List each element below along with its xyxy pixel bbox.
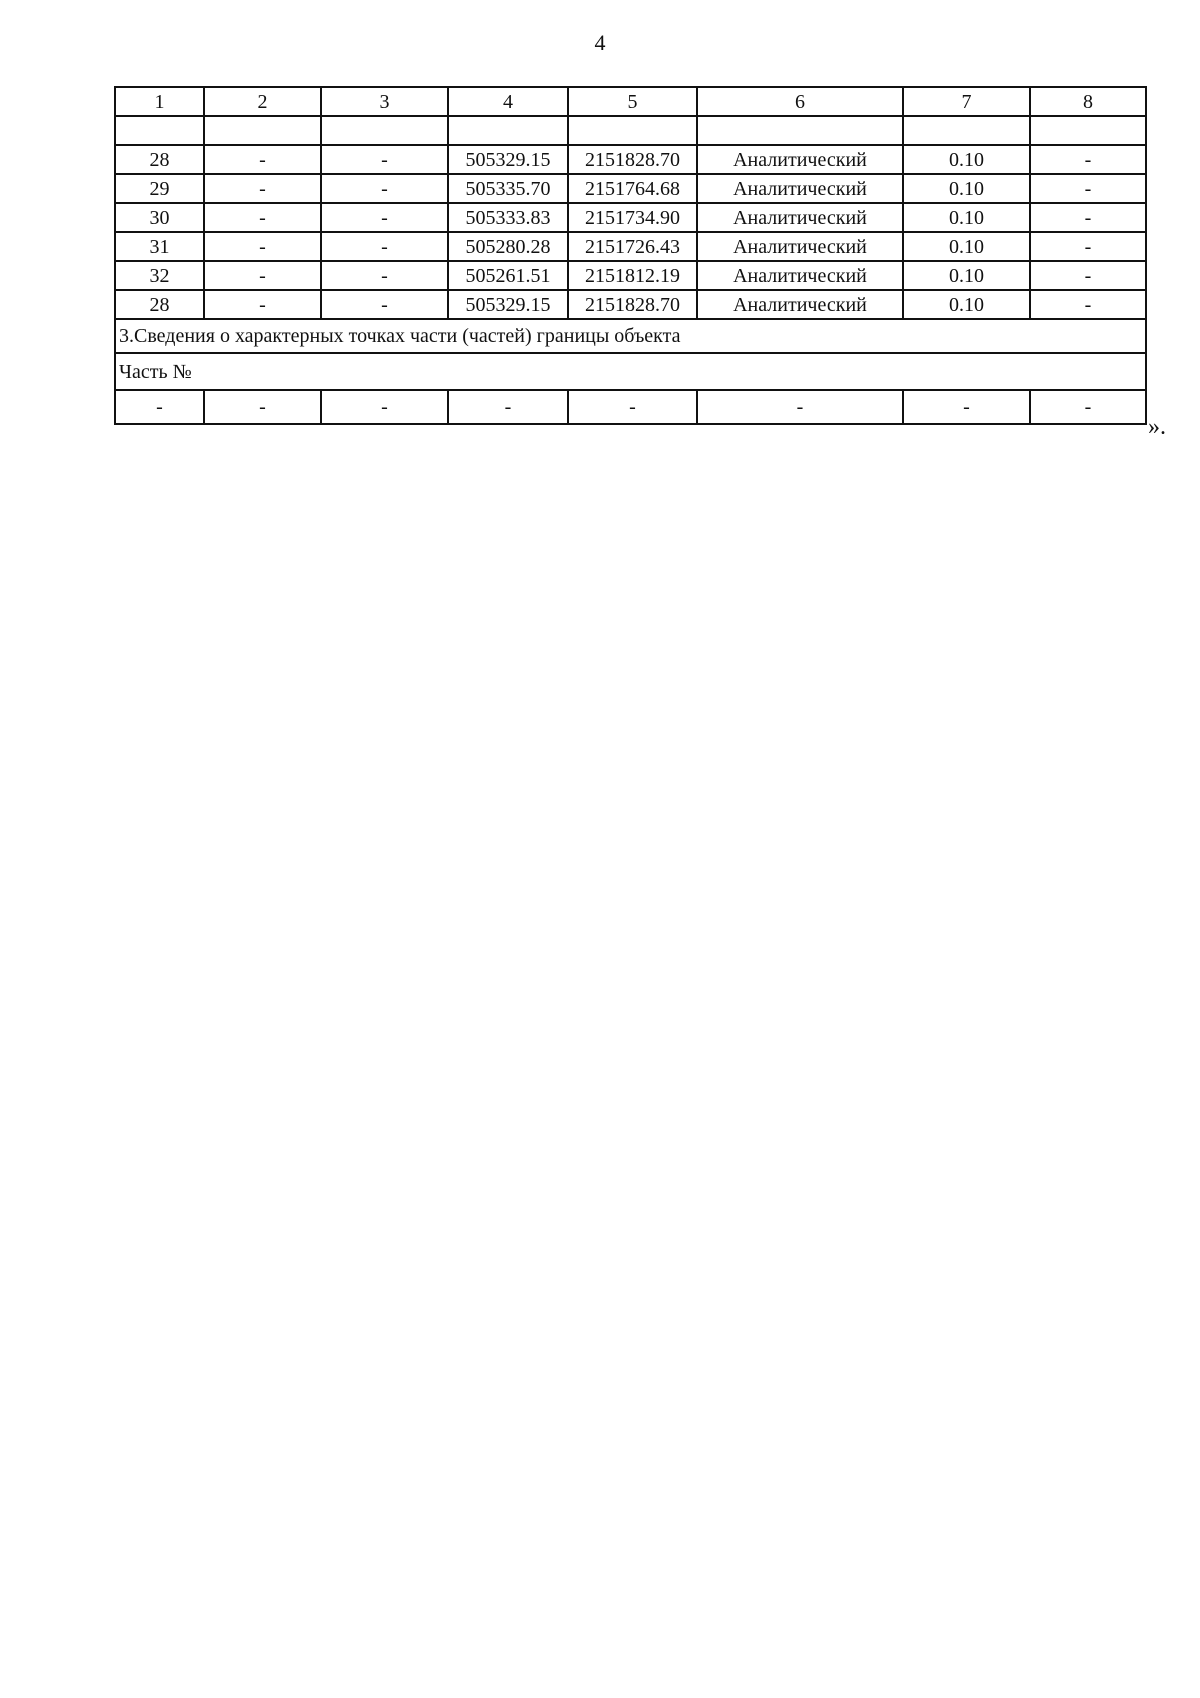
table-cell: 2151828.70	[568, 145, 697, 174]
table-cell: 2151828.70	[568, 290, 697, 319]
blank-row	[115, 116, 1146, 145]
table-cell: -	[204, 232, 321, 261]
part-label-row	[115, 353, 1146, 390]
table-row	[115, 390, 1146, 424]
section-heading: 3.Сведения о характерных точках части (частей) границы объекта	[115, 319, 1146, 353]
part-label: Часть №	[115, 353, 1146, 390]
table-cell: Аналитический	[697, 174, 903, 203]
table-cell: -	[1030, 261, 1146, 290]
table-cell: -	[321, 290, 448, 319]
table-cell: Аналитический	[697, 232, 903, 261]
table-cell: Аналитический	[697, 145, 903, 174]
table-cell: -	[568, 390, 697, 424]
table-cell: 0.10	[903, 290, 1030, 319]
table-cell: -	[204, 261, 321, 290]
table-cell	[697, 116, 903, 145]
column-number: 2	[204, 87, 321, 116]
column-number: 6	[697, 87, 903, 116]
table-cell: -	[321, 232, 448, 261]
column-number-row	[115, 87, 1146, 116]
table-cell: Аналитический	[697, 261, 903, 290]
table-cell: 0.10	[903, 145, 1030, 174]
table-cell: -	[321, 174, 448, 203]
closing-quote-mark: ».	[1148, 414, 1166, 440]
table-cell: 28	[115, 290, 204, 319]
table-cell	[204, 116, 321, 145]
table-cell: 505329.15	[448, 290, 568, 319]
table-cell: -	[204, 290, 321, 319]
table-cell	[1030, 116, 1146, 145]
table-cell: 2151764.68	[568, 174, 697, 203]
table-cell	[448, 116, 568, 145]
table-cell	[115, 116, 204, 145]
table-cell: 31	[115, 232, 204, 261]
table-cell: -	[204, 390, 321, 424]
column-number: 1	[115, 87, 204, 116]
table-cell: Аналитический	[697, 290, 903, 319]
column-number: 5	[568, 87, 697, 116]
section-heading-row	[115, 319, 1146, 353]
table-cell: -	[697, 390, 903, 424]
table-row	[115, 174, 1146, 203]
table-row	[115, 145, 1146, 174]
table-cell	[568, 116, 697, 145]
table-row	[115, 290, 1146, 319]
table-cell: -	[204, 203, 321, 232]
table-cell: Аналитический	[697, 203, 903, 232]
table-cell: -	[1030, 174, 1146, 203]
column-number: 7	[903, 87, 1030, 116]
table-cell: 505261.51	[448, 261, 568, 290]
table-cell: 505329.15	[448, 145, 568, 174]
table-cell: -	[321, 390, 448, 424]
coordinates-table	[114, 86, 1147, 425]
table-cell	[321, 116, 448, 145]
table-cell: 0.10	[903, 261, 1030, 290]
table-cell: -	[1030, 390, 1146, 424]
table-cell: 0.10	[903, 203, 1030, 232]
table-cell: -	[1030, 145, 1146, 174]
table-cell: -	[1030, 232, 1146, 261]
table-cell: 2151734.90	[568, 203, 697, 232]
column-number: 3	[321, 87, 448, 116]
table-cell: -	[903, 390, 1030, 424]
table-cell: 505335.70	[448, 174, 568, 203]
table-cell: -	[321, 203, 448, 232]
table-cell: 29	[115, 174, 204, 203]
table-cell: -	[204, 174, 321, 203]
column-number: 8	[1030, 87, 1146, 116]
table-cell: -	[115, 390, 204, 424]
table-cell: -	[321, 145, 448, 174]
table-cell: 2151726.43	[568, 232, 697, 261]
table-cell: -	[1030, 203, 1146, 232]
table-cell: 2151812.19	[568, 261, 697, 290]
table-cell	[903, 116, 1030, 145]
table-cell: -	[204, 145, 321, 174]
table-cell: 505333.83	[448, 203, 568, 232]
table-cell: 0.10	[903, 174, 1030, 203]
table-cell: -	[448, 390, 568, 424]
table-cell: 0.10	[903, 232, 1030, 261]
table-cell: 32	[115, 261, 204, 290]
table-cell: 505280.28	[448, 232, 568, 261]
column-number: 4	[448, 87, 568, 116]
table-cell: 28	[115, 145, 204, 174]
table-cell: 30	[115, 203, 204, 232]
table-row	[115, 261, 1146, 290]
table-cell: -	[321, 261, 448, 290]
page-number: 4	[594, 30, 606, 55]
table-row	[115, 203, 1146, 232]
table-row	[115, 232, 1146, 261]
table-cell: -	[1030, 290, 1146, 319]
